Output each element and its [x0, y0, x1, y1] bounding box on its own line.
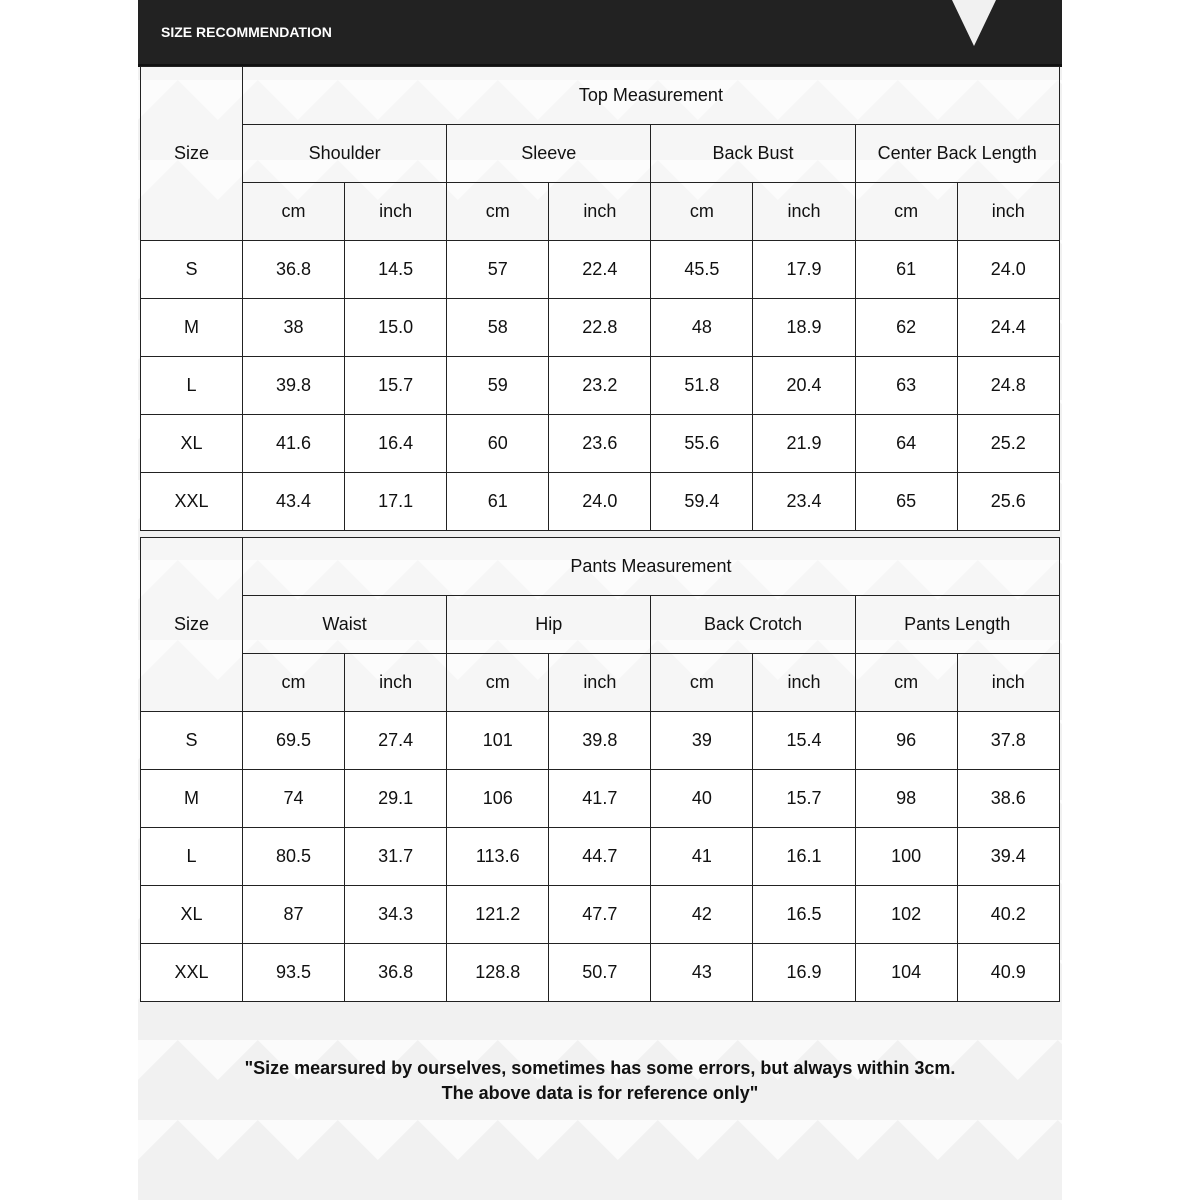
value-cell: 101 [447, 712, 549, 770]
disclaimer-line-2: The above data is for reference only" [441, 1083, 759, 1103]
group-header: Back Crotch [651, 596, 855, 654]
unit-header: inch [345, 183, 447, 241]
value-cell: 61 [447, 473, 549, 531]
unit-header: cm [447, 183, 549, 241]
size-cell: S [141, 241, 243, 299]
value-cell: 41.7 [549, 770, 651, 828]
value-cell: 24.0 [549, 473, 651, 531]
value-cell: 36.8 [345, 944, 447, 1002]
notch-decoration [952, 0, 996, 46]
table-row [141, 886, 1060, 944]
unit-header: inch [549, 183, 651, 241]
value-cell: 22.4 [549, 241, 651, 299]
value-cell: 39.8 [549, 712, 651, 770]
value-cell: 14.5 [345, 241, 447, 299]
value-cell: 39 [651, 712, 753, 770]
group-header: Back Bust [651, 125, 855, 183]
header-title: SIZE RECOMMENDATION [161, 24, 332, 40]
table-row [141, 241, 1060, 299]
disclaimer-note [138, 1056, 1062, 1106]
value-cell: 25.6 [957, 473, 1059, 531]
size-cell: XL [141, 415, 243, 473]
value-cell: 102 [855, 886, 957, 944]
disclaimer-line-1: "Size mearsured by ourselves, sometimes has some errors, but always within 3cm. [244, 1058, 956, 1078]
value-cell: 16.1 [753, 828, 855, 886]
value-cell: 55.6 [651, 415, 753, 473]
unit-header: inch [957, 654, 1059, 712]
value-cell: 59.4 [651, 473, 753, 531]
unit-header: inch [345, 654, 447, 712]
value-cell: 106 [447, 770, 549, 828]
value-cell: 42 [651, 886, 753, 944]
value-cell: 43.4 [243, 473, 345, 531]
size-cell: L [141, 828, 243, 886]
unit-header: cm [243, 183, 345, 241]
value-cell: 58 [447, 299, 549, 357]
value-cell: 65 [855, 473, 957, 531]
group-row [141, 125, 1060, 183]
value-cell: 31.7 [345, 828, 447, 886]
value-cell: 57 [447, 241, 549, 299]
value-cell: 38.6 [957, 770, 1059, 828]
value-cell: 38 [243, 299, 345, 357]
unit-header: cm [243, 654, 345, 712]
value-cell: 121.2 [447, 886, 549, 944]
unit-header: cm [447, 654, 549, 712]
value-cell: 16.5 [753, 886, 855, 944]
header-row [141, 538, 1060, 596]
group-header: Pants Length [855, 596, 1059, 654]
value-cell: 24.8 [957, 357, 1059, 415]
value-cell: 63 [855, 357, 957, 415]
value-cell: 23.2 [549, 357, 651, 415]
size-cell: XL [141, 886, 243, 944]
value-cell: 98 [855, 770, 957, 828]
value-cell: 74 [243, 770, 345, 828]
value-cell: 96 [855, 712, 957, 770]
unit-header: inch [753, 183, 855, 241]
header-bar [138, 0, 1062, 67]
value-cell: 40.2 [957, 886, 1059, 944]
unit-header: cm [855, 183, 957, 241]
size-header: Size [141, 67, 243, 241]
size-cell: XXL [141, 944, 243, 1002]
size-cell: M [141, 770, 243, 828]
value-cell: 113.6 [447, 828, 549, 886]
value-cell: 15.4 [753, 712, 855, 770]
group-header: Shoulder [243, 125, 447, 183]
table-row [141, 473, 1060, 531]
value-cell: 18.9 [753, 299, 855, 357]
value-cell: 40 [651, 770, 753, 828]
value-cell: 41.6 [243, 415, 345, 473]
unit-header: cm [651, 654, 753, 712]
value-cell: 23.4 [753, 473, 855, 531]
value-cell: 36.8 [243, 241, 345, 299]
value-cell: 24.0 [957, 241, 1059, 299]
value-cell: 87 [243, 886, 345, 944]
table-row [141, 415, 1060, 473]
value-cell: 27.4 [345, 712, 447, 770]
value-cell: 48 [651, 299, 753, 357]
value-cell: 17.9 [753, 241, 855, 299]
value-cell: 69.5 [243, 712, 345, 770]
value-cell: 37.8 [957, 712, 1059, 770]
header-row [141, 67, 1060, 125]
value-cell: 16.4 [345, 415, 447, 473]
size-cell: S [141, 712, 243, 770]
unit-header: cm [855, 654, 957, 712]
table-row [141, 357, 1060, 415]
value-cell: 43 [651, 944, 753, 1002]
value-cell: 15.7 [753, 770, 855, 828]
value-cell: 16.9 [753, 944, 855, 1002]
size-cell: M [141, 299, 243, 357]
unit-header: inch [753, 654, 855, 712]
value-cell: 100 [855, 828, 957, 886]
value-cell: 15.7 [345, 357, 447, 415]
group-header: Hip [447, 596, 651, 654]
table-row [141, 828, 1060, 886]
value-cell: 41 [651, 828, 753, 886]
unit-header: inch [957, 183, 1059, 241]
value-cell: 51.8 [651, 357, 753, 415]
value-cell: 64 [855, 415, 957, 473]
value-cell: 20.4 [753, 357, 855, 415]
table-row [141, 770, 1060, 828]
unit-header: inch [549, 654, 651, 712]
value-cell: 39.4 [957, 828, 1059, 886]
size-cell: L [141, 357, 243, 415]
unit-row [141, 183, 1060, 241]
value-cell: 29.1 [345, 770, 447, 828]
value-cell: 59 [447, 357, 549, 415]
value-cell: 80.5 [243, 828, 345, 886]
value-cell: 44.7 [549, 828, 651, 886]
value-cell: 104 [855, 944, 957, 1002]
value-cell: 17.1 [345, 473, 447, 531]
value-cell: 34.3 [345, 886, 447, 944]
top-measurement-table [140, 66, 1060, 531]
section-title: Pants Measurement [243, 538, 1060, 596]
unit-row [141, 654, 1060, 712]
value-cell: 47.7 [549, 886, 651, 944]
value-cell: 22.8 [549, 299, 651, 357]
group-header: Waist [243, 596, 447, 654]
value-cell: 128.8 [447, 944, 549, 1002]
group-header: Center Back Length [855, 125, 1059, 183]
value-cell: 21.9 [753, 415, 855, 473]
table-row [141, 299, 1060, 357]
size-cell: XXL [141, 473, 243, 531]
value-cell: 61 [855, 241, 957, 299]
pants-measurement-table [140, 537, 1060, 1002]
value-cell: 93.5 [243, 944, 345, 1002]
value-cell: 62 [855, 299, 957, 357]
value-cell: 40.9 [957, 944, 1059, 1002]
value-cell: 39.8 [243, 357, 345, 415]
table-row [141, 712, 1060, 770]
unit-header: cm [651, 183, 753, 241]
value-cell: 23.6 [549, 415, 651, 473]
group-header: Sleeve [447, 125, 651, 183]
group-row [141, 596, 1060, 654]
value-cell: 50.7 [549, 944, 651, 1002]
value-cell: 24.4 [957, 299, 1059, 357]
value-cell: 15.0 [345, 299, 447, 357]
value-cell: 60 [447, 415, 549, 473]
size-header: Size [141, 538, 243, 712]
value-cell: 25.2 [957, 415, 1059, 473]
table-row [141, 944, 1060, 1002]
section-title: Top Measurement [243, 67, 1060, 125]
value-cell: 45.5 [651, 241, 753, 299]
